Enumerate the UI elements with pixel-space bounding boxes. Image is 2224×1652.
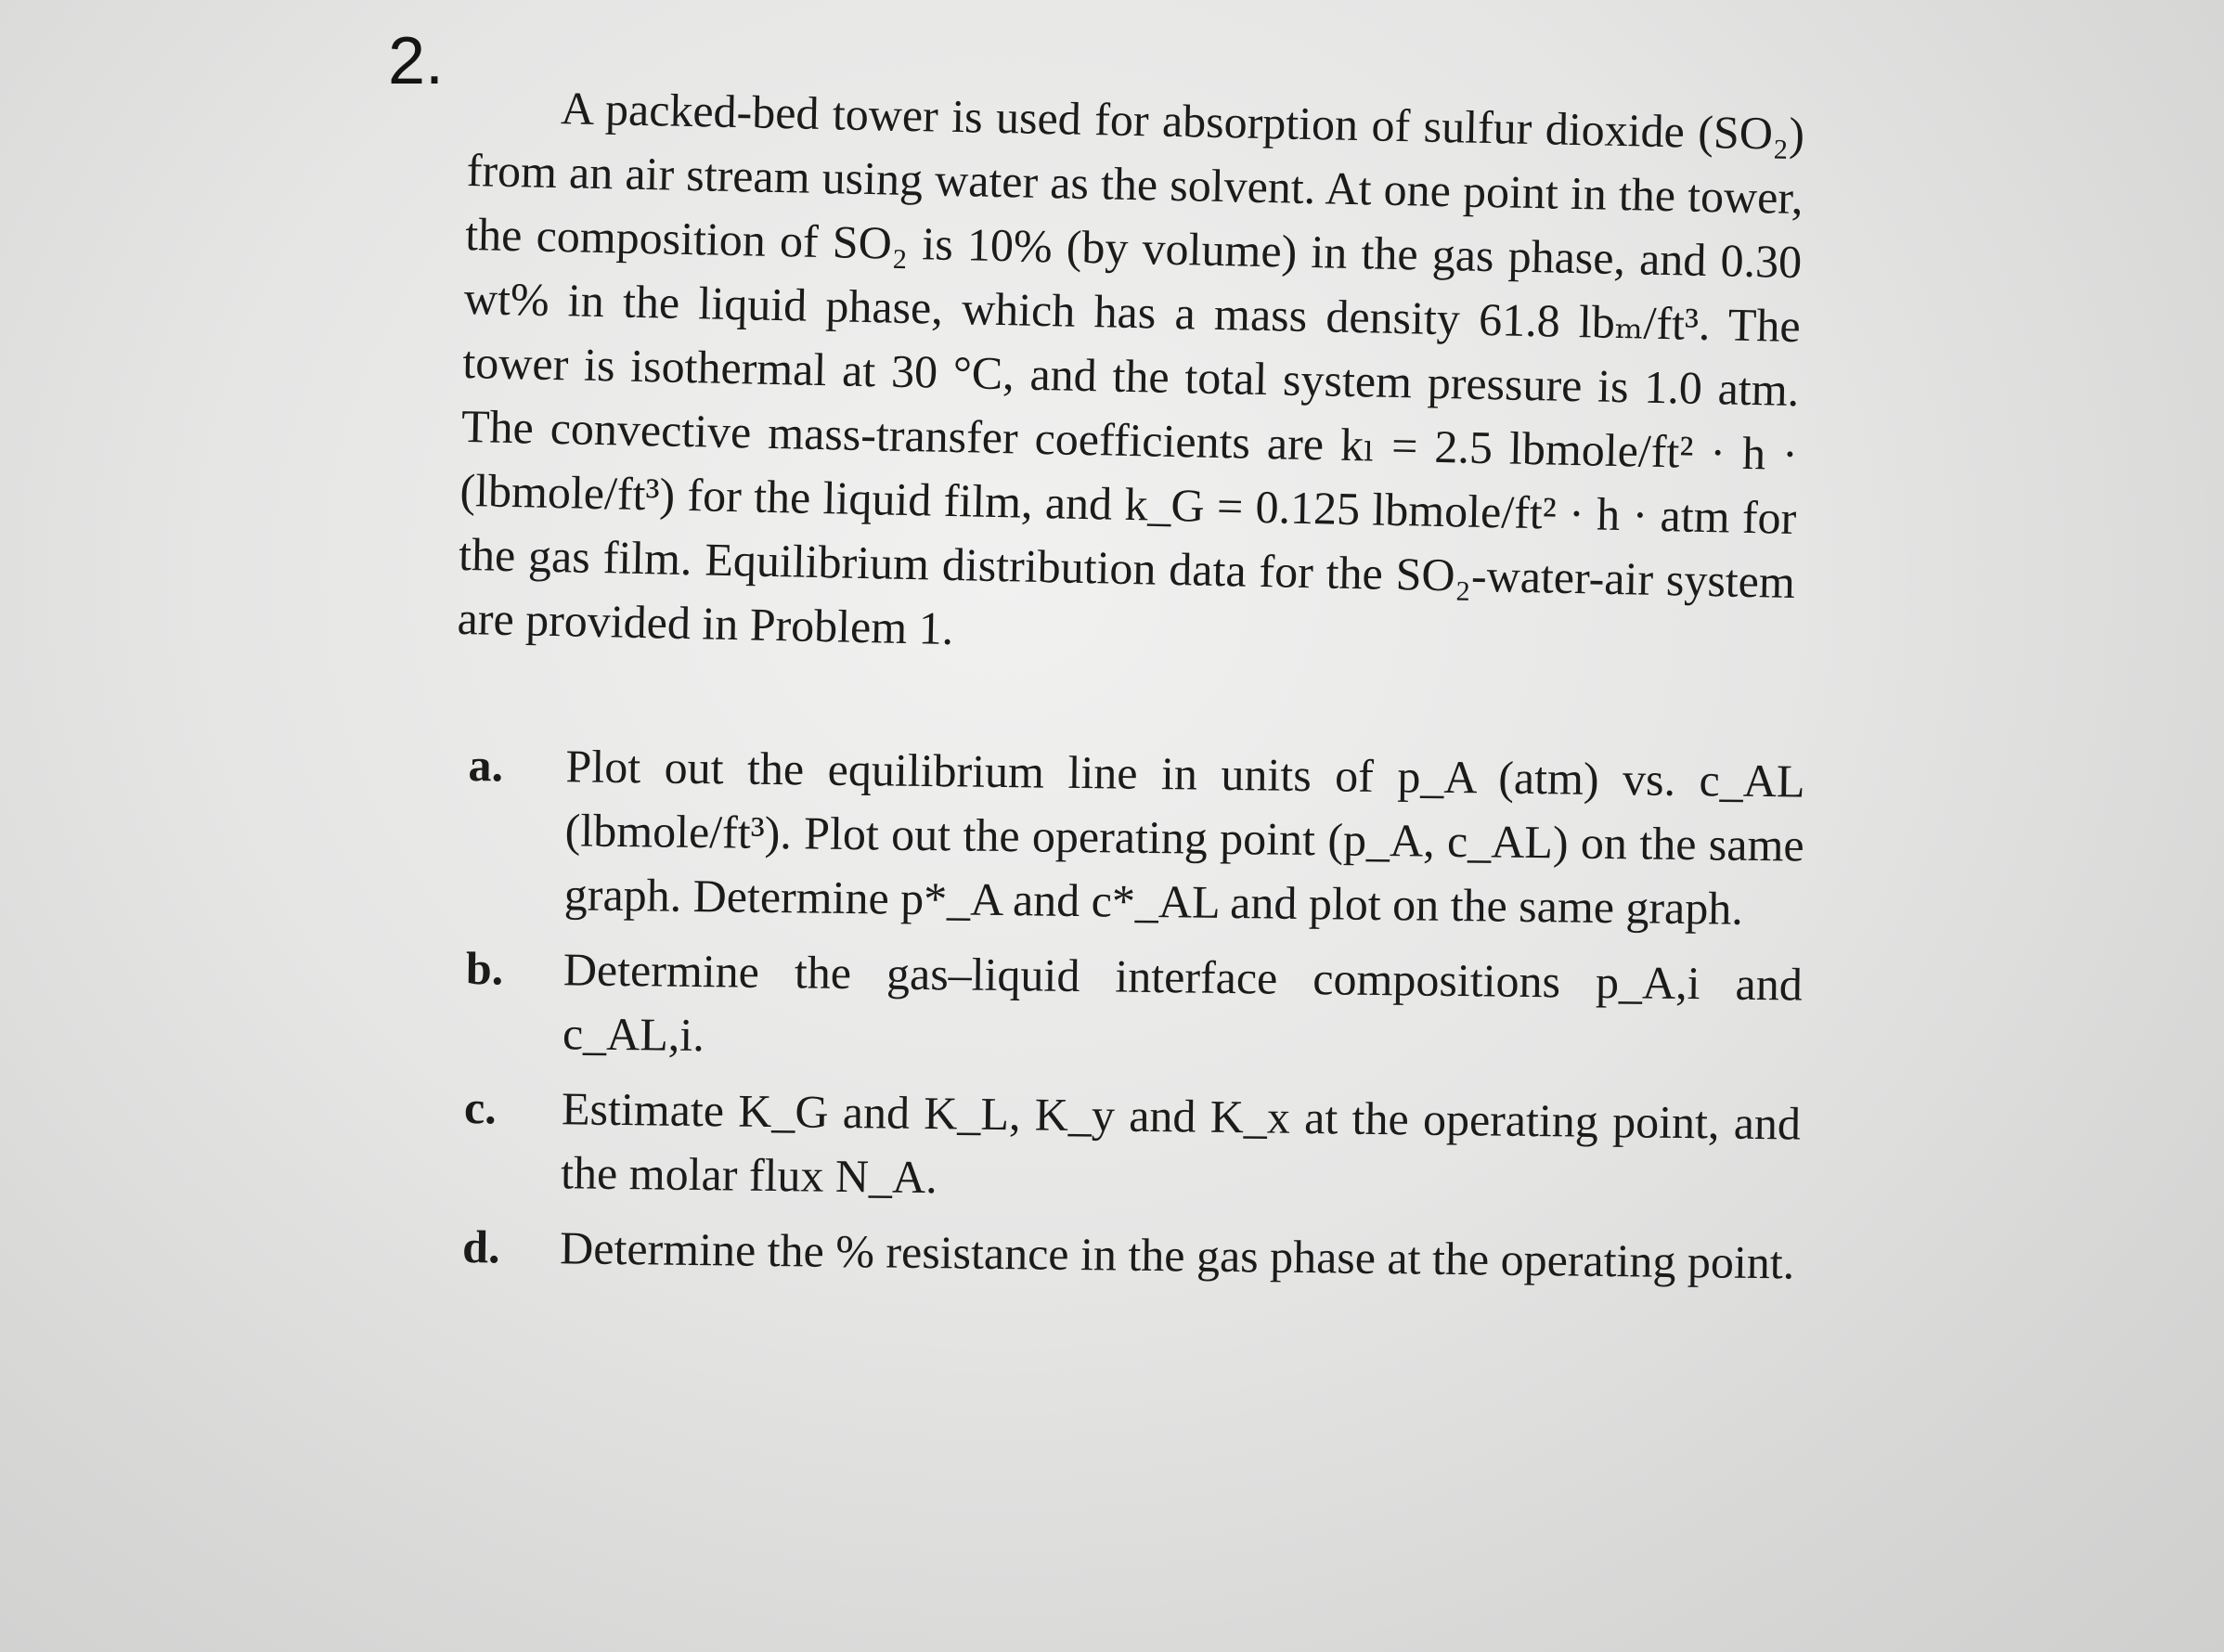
part-b xyxy=(465,936,1804,1081)
part-d-text: Determine the % resistance in the gas phase at the operating point. xyxy=(559,1221,1795,1289)
part-a-label: a. xyxy=(468,738,504,792)
problem-number: 2. xyxy=(388,24,445,98)
part-a xyxy=(466,733,1804,942)
part-d-label: d. xyxy=(461,1220,500,1273)
part-c-label: c. xyxy=(463,1080,498,1134)
problem-parts-list xyxy=(462,733,1805,1307)
part-a-text: Plot out the equilibrium line in units of p_A (atm) vs. c_AL (lbmole/ft³). Plot out the operating point (p_A, c_AL) on the same graph. Determine p*_A and c*_AL and plot on the same graph. xyxy=(563,740,1805,935)
part-d xyxy=(462,1215,1800,1296)
part-c xyxy=(463,1076,1802,1220)
part-c-text: Estimate K_G and K_L, K_y and K_x at the operating point, and the molar flux N_A. xyxy=(560,1082,1802,1204)
part-b-text: Determine the gas–liquid interface compositions p_A,i and c_AL,i. xyxy=(562,943,1804,1062)
problem-stem-text: A packed-bed tower is used for absorption of sulfur dioxide (SO₂) from an air stream using water as the solvent. At one point in the tower, the composition of SO₂ is 10% (by volume) in the gas phase, and 0.30 wt% in the liquid phase, which has a mass density 61.8 lbₘ/ft³. The tower is isothermal at 30 °C, and the total system pressure is 1.0 atm. The convective mass-transfer coefficients are kₗ = 2.5 lbmole/ft² · h · (lbmole/ft³) for the liquid film, and k_G = 0.125 lbmole/ft² · h · atm for the gas film. Equilibrium distribution data for the SO₂-water-air system are provided in Problem 1. xyxy=(457,82,1805,655)
part-b-label: b. xyxy=(465,941,504,995)
problem-statement xyxy=(457,74,1805,678)
